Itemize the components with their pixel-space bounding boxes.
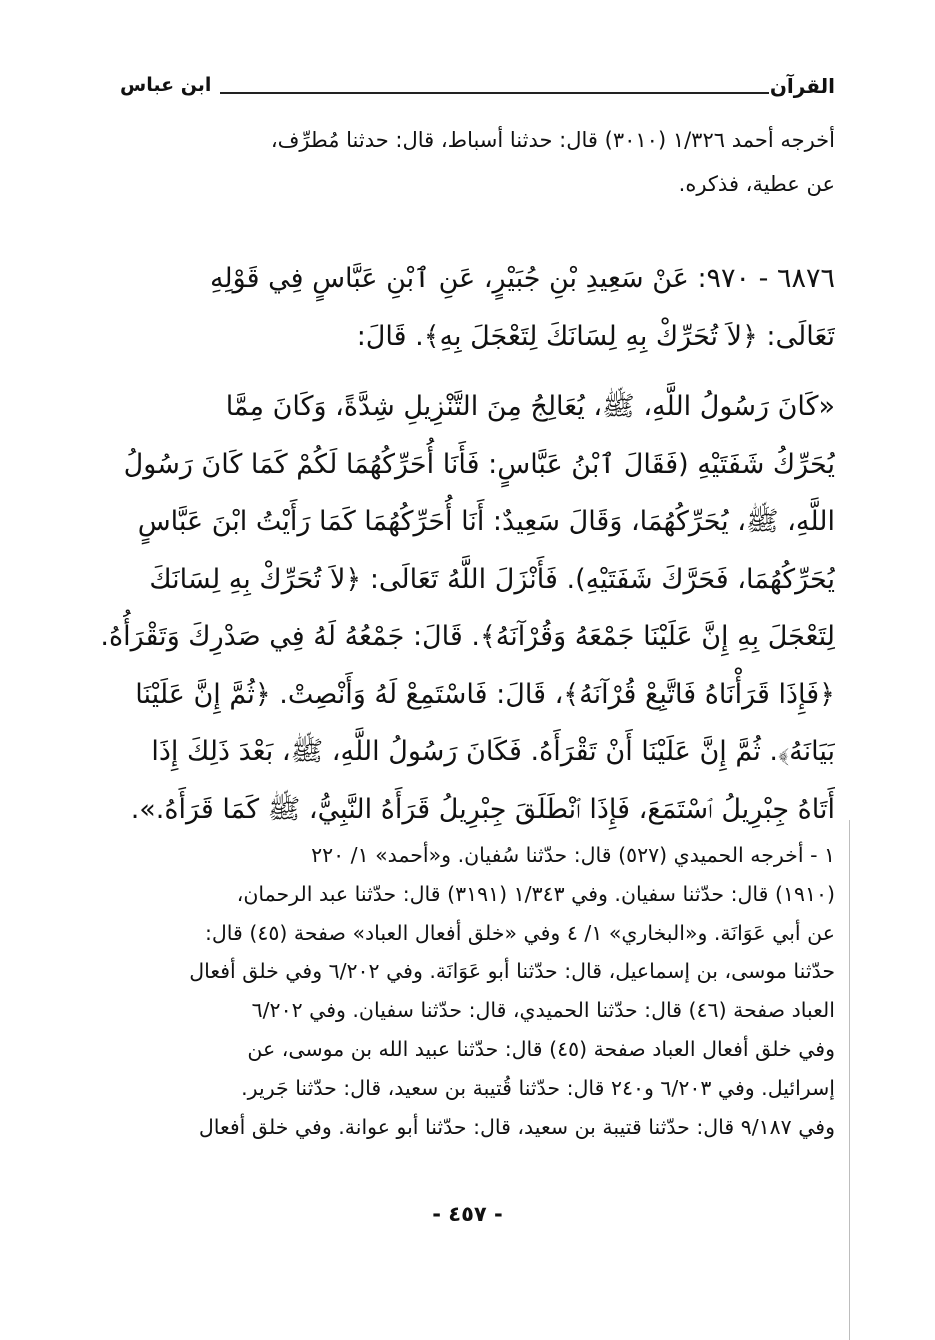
hadith-text <box>100 378 835 838</box>
text-line: عن عطية، فذكره. <box>678 172 835 196</box>
text-line: أخرجه أحمد ١/٣٢٦ (٣٠١٠) قال: حدثنا أسباط، قال: حدثنا مُطرِّف، <box>270 128 835 152</box>
text-line: يُحَرِّكُهُمَا، فَحَرَّكَ شَفَتَيْهِ). فَأَنْزَلَ اللَّهُ تَعَالَى: ﴿لاَ تُحَرِّكْ بِهِ لِسَانَكَ <box>149 563 835 595</box>
footnote-line: عن أبي عَوَانَة. و«البخاري» ١/ ٤ وفي «خلق أفعال العباد» صفحة (٤٥) قال: <box>205 920 835 945</box>
margin-rule <box>849 820 850 1340</box>
footnote-line: وفي ٩/١٨٧ قال: حدّثنا قتيبة بن سعيد، قال: حدّثنا أبو عوانة. وفي خلق أفعال <box>198 1114 835 1139</box>
section-title: ابن عباس <box>120 74 212 96</box>
footnote-line: وفي خلق أفعال العباد صفحة (٤٥) قال: حدّثنا عبيد الله بن موسى، عن <box>247 1036 835 1061</box>
text-line: ﴿فَإِذَا قَرَأْنَاهُ فَاتَّبِعْ قُرْآنَهُ﴾، قَالَ: فَاسْتَمِعْ لَهُ وَأَنْصِتْ. ﴿ثُمَّ إِنَّ عَلَيْنَا <box>135 678 835 710</box>
footnotes <box>100 836 835 1146</box>
footnote-line: إسرائيل. وفي ٦/٢٠٣ و٢٤٠ قال: حدّثنا قُتيبة بن سعيد، قال: حدّثنا جَرير. <box>241 1075 835 1100</box>
text-line: يُحَرِّكُ شَفَتَيْهِ (فَقَالَ ٱبْنُ عَبَّاسٍ: فَأَنَا أُحَرِّكُهُمَا لَكُمْ كَمَا كَانَ رَسُولُ <box>123 448 835 480</box>
footnote-line: العباد صفحة (٤٦) قال: حدّثنا الحميدي، قال: حدّثنا سفيان. وفي ٦/٢٠٢ <box>251 998 835 1023</box>
hadith-heading <box>105 250 835 366</box>
text-line: بَيَانَهُ﴾. ثُمَّ إِنَّ عَلَيْنَا أَنْ تَقْرَأَهُ. فَكَانَ رَسُولُ اللَّهِ، ﷺ، بَعْدَ ذَلِكَ إِذَا <box>151 736 835 767</box>
text-line: تَعَالَى: ﴿لاَ تُحَرِّكْ بِهِ لِسَانَكَ لِتَعْجَلَ بِهِ﴾. قَالَ: <box>356 321 835 352</box>
footnote-line: حدّثنا موسى، بن إسماعيل، قال: حدّثنا أبو عَوَانَة. وفي ٦/٢٠٢ وفي خلق أفعال <box>189 959 835 984</box>
text-line: أَتَاهُ جِبْرِيلُ ٱسْتَمَعَ، فَإِذَا ٱنْطَلَقَ جِبْرِيلُ قَرَأَهُ النَّبِيُّ، ﷺ كَمَا قَرَأَهُ.». <box>130 793 835 825</box>
text-line: «كَانَ رَسُولُ اللَّهِ، ﷺ، يُعَالِجُ مِنَ التَّنْزِيلِ شِدَّةً، وَكَانَ مِمَّا <box>225 391 835 422</box>
chapter-title: القرآن <box>769 74 835 98</box>
page-number: - ٤٥٧ - <box>432 1202 503 1226</box>
footnote-line: ١ - أخرجه الحميدي (٥٢٧) قال: حدّثنا سُفيان. و«أحمد» ١/ ٢٢٠ <box>311 843 835 867</box>
header-rule <box>220 92 769 94</box>
text-line: ٦٨٧٦ - ٩٧٠: عَنْ سَعِيدِ بْنِ جُبَيْرٍ، عَنِ ٱبْنِ عَبَّاسٍ فِي قَوْلِهِ <box>209 263 835 294</box>
footnote-line: (١٩١٠) قال: حدّثنا سفيان. وفي ١/٣٤٣ (٣١٩١) قال: حدّثنا عبد الرحمان، <box>236 881 835 906</box>
previous-footnote-continuation <box>110 118 835 206</box>
text-line: اللَّهِ، ﷺ، يُحَرِّكُهُمَا، وَقَالَ سَعِيدٌ: أَنَا أُحَرِّكُهُمَا كَمَا رَأَيْتُ ابْنَ عَبَّاسٍ <box>137 506 835 537</box>
text-line: لِتَعْجَلَ بِهِ إِنَّ عَلَيْنَا جَمْعَهُ وَقُرْآنَهُ﴾. قَالَ: جَمْعُهُ لَهُ فِي صَدْرِكَ وَتَقْرَأُهُ. <box>100 621 835 652</box>
running-header <box>120 70 835 106</box>
